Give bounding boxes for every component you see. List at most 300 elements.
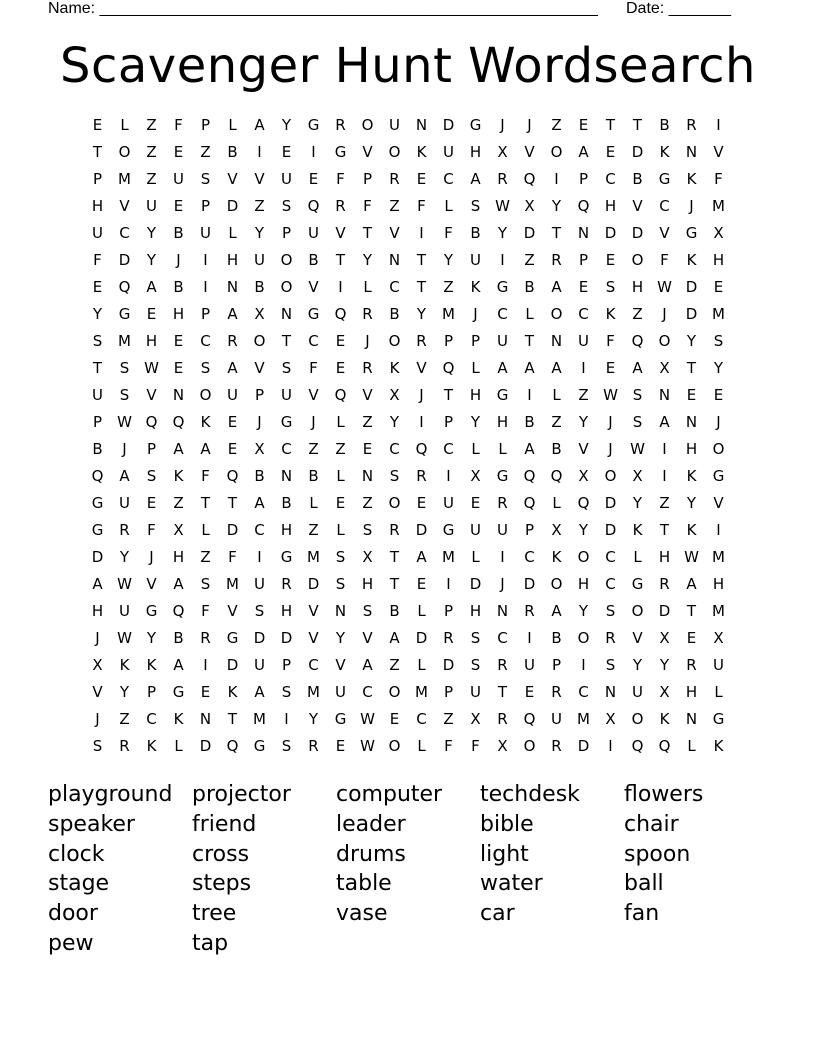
grid-letter[interactable]: A — [146, 278, 157, 296]
grid-letter[interactable]: A — [227, 359, 238, 377]
grid-letter[interactable]: A — [416, 548, 427, 566]
grid-letter[interactable]: V — [632, 629, 643, 647]
grid-letter[interactable]: B — [389, 602, 400, 620]
grid-letter[interactable]: V — [335, 656, 346, 674]
grid-letter[interactable]: D — [631, 224, 644, 242]
grid-letter[interactable]: M — [712, 548, 725, 566]
grid-letter[interactable]: H — [226, 251, 239, 269]
grid-letter[interactable]: H — [712, 251, 725, 269]
grid-letter[interactable]: Z — [551, 413, 562, 431]
grid-letter[interactable]: L — [552, 494, 561, 512]
grid-letter[interactable]: H — [280, 521, 293, 539]
grid-letter[interactable]: Y — [119, 683, 130, 701]
grid-letter[interactable]: R — [200, 629, 211, 647]
grid-letter[interactable]: R — [308, 737, 319, 755]
grid-letter[interactable]: A — [173, 575, 184, 593]
grid-letter[interactable]: R — [362, 305, 373, 323]
grid-letter[interactable]: K — [416, 143, 427, 161]
grid-letter[interactable]: T — [686, 359, 697, 377]
grid-letter[interactable]: Z — [362, 494, 373, 512]
grid-letter[interactable]: X — [578, 467, 589, 485]
grid-letter[interactable]: Q — [523, 710, 536, 728]
grid-letter[interactable]: X — [173, 521, 184, 539]
grid-letter[interactable]: G — [442, 521, 455, 539]
grid-letter[interactable]: B — [308, 467, 319, 485]
grid-letter[interactable]: K — [470, 278, 481, 296]
grid-letter[interactable]: S — [605, 656, 616, 674]
grid-letter[interactable]: X — [254, 305, 265, 323]
grid-letter[interactable]: G — [334, 710, 347, 728]
grid-letter[interactable]: U — [470, 251, 481, 269]
grid-letter[interactable]: C — [416, 710, 427, 728]
grid-letter[interactable]: E — [227, 413, 238, 431]
grid-letter[interactable]: F — [363, 197, 372, 215]
grid-letter[interactable]: P — [200, 197, 211, 215]
grid-letter[interactable]: G — [280, 548, 293, 566]
grid-letter[interactable]: V — [335, 224, 346, 242]
grid-letter[interactable]: E — [416, 575, 427, 593]
grid-letter[interactable]: X — [659, 629, 670, 647]
grid-letter[interactable]: C — [119, 224, 130, 242]
grid-letter[interactable]: E — [92, 116, 103, 134]
grid-letter[interactable]: E — [578, 278, 589, 296]
grid-letter[interactable]: U — [227, 386, 238, 404]
grid-letter[interactable]: O — [577, 629, 590, 647]
grid-letter[interactable]: K — [227, 683, 238, 701]
grid-letter[interactable]: H — [469, 386, 482, 404]
grid-letter[interactable]: T — [497, 683, 508, 701]
grid-letter[interactable]: D — [685, 305, 698, 323]
grid-letter[interactable]: U — [497, 332, 508, 350]
grid-letter[interactable]: X — [362, 548, 373, 566]
grid-letter[interactable]: W — [630, 440, 645, 458]
grid-letter[interactable]: G — [172, 683, 185, 701]
grid-letter[interactable]: A — [92, 575, 103, 593]
grid-letter[interactable]: S — [362, 521, 373, 539]
grid-letter[interactable]: D — [604, 521, 617, 539]
grid-letter[interactable]: S — [119, 359, 130, 377]
grid-letter[interactable]: D — [523, 575, 536, 593]
grid-letter[interactable]: J — [608, 440, 613, 458]
grid-letter[interactable]: L — [471, 359, 480, 377]
grid-letter[interactable]: D — [280, 629, 293, 647]
grid-letter[interactable]: D — [226, 197, 239, 215]
grid-letter[interactable]: E — [605, 251, 616, 269]
grid-letter[interactable]: U — [443, 494, 454, 512]
grid-letter[interactable]: M — [415, 683, 428, 701]
grid-letter[interactable]: D — [442, 656, 455, 674]
grid-letter[interactable]: N — [280, 305, 293, 323]
grid-letter[interactable]: U — [389, 116, 400, 134]
grid-letter[interactable]: T — [416, 251, 427, 269]
grid-letter[interactable]: J — [257, 413, 262, 431]
grid-letter[interactable]: O — [658, 332, 671, 350]
grid-letter[interactable]: D — [91, 548, 104, 566]
grid-letter[interactable]: D — [577, 737, 590, 755]
grid-letter[interactable]: T — [281, 332, 292, 350]
grid-letter[interactable]: U — [254, 656, 265, 674]
grid-letter[interactable]: N — [604, 683, 617, 701]
grid-letter[interactable]: U — [308, 224, 319, 242]
grid-letter[interactable]: W — [360, 737, 375, 755]
grid-letter[interactable]: G — [496, 386, 509, 404]
grid-letter[interactable]: E — [686, 386, 697, 404]
grid-letter[interactable]: G — [469, 116, 482, 134]
grid-letter[interactable]: P — [578, 170, 589, 188]
grid-letter[interactable]: Y — [686, 494, 697, 512]
grid-letter[interactable]: I — [257, 548, 262, 566]
grid-letter[interactable]: Z — [524, 251, 535, 269]
grid-letter[interactable]: O — [253, 332, 266, 350]
grid-letter[interactable]: Y — [281, 116, 292, 134]
grid-letter[interactable]: H — [280, 602, 293, 620]
grid-letter[interactable]: H — [91, 197, 104, 215]
grid-letter[interactable]: Y — [119, 548, 130, 566]
grid-letter[interactable]: G — [91, 521, 104, 539]
grid-letter[interactable]: Y — [632, 494, 643, 512]
grid-letter[interactable]: S — [605, 602, 616, 620]
grid-letter[interactable]: I — [446, 575, 451, 593]
grid-letter[interactable]: U — [335, 683, 346, 701]
grid-letter[interactable]: U — [119, 494, 130, 512]
grid-letter[interactable]: C — [578, 305, 589, 323]
grid-letter[interactable]: Z — [389, 197, 400, 215]
grid-letter[interactable]: Y — [335, 629, 346, 647]
grid-letter[interactable]: H — [91, 602, 104, 620]
grid-letter[interactable]: Y — [362, 251, 373, 269]
grid-letter[interactable]: C — [497, 629, 508, 647]
grid-letter[interactable]: M — [253, 710, 266, 728]
grid-letter[interactable]: K — [146, 737, 157, 755]
grid-letter[interactable]: V — [308, 629, 319, 647]
grid-letter[interactable]: Q — [415, 440, 428, 458]
grid-letter[interactable]: J — [500, 575, 505, 593]
grid-letter[interactable]: S — [632, 413, 643, 431]
grid-letter[interactable]: R — [497, 656, 508, 674]
grid-letter[interactable]: U — [173, 170, 184, 188]
grid-letter[interactable]: L — [552, 386, 561, 404]
grid-letter[interactable]: Q — [442, 359, 455, 377]
grid-letter[interactable]: N — [685, 143, 698, 161]
grid-letter[interactable]: O — [550, 575, 563, 593]
grid-letter[interactable]: M — [712, 602, 725, 620]
grid-letter[interactable]: O — [280, 251, 293, 269]
grid-letter[interactable]: O — [550, 143, 563, 161]
grid-letter[interactable]: H — [172, 305, 185, 323]
grid-letter[interactable]: L — [174, 737, 183, 755]
grid-letter[interactable]: D — [253, 629, 266, 647]
grid-letter[interactable]: Z — [443, 278, 454, 296]
grid-letter[interactable]: K — [173, 710, 184, 728]
grid-letter[interactable]: N — [199, 710, 212, 728]
grid-letter[interactable]: X — [659, 359, 670, 377]
grid-letter[interactable]: E — [713, 278, 724, 296]
grid-letter[interactable]: Y — [389, 413, 400, 431]
grid-letter[interactable]: M — [712, 197, 725, 215]
grid-letter[interactable]: I — [716, 521, 721, 539]
grid-letter[interactable]: K — [173, 467, 184, 485]
grid-letter[interactable]: I — [527, 629, 532, 647]
grid-letter[interactable]: R — [497, 170, 508, 188]
grid-letter[interactable]: V — [659, 224, 670, 242]
grid-letter[interactable]: P — [146, 440, 157, 458]
grid-letter[interactable]: E — [173, 332, 184, 350]
grid-letter[interactable]: U — [470, 683, 481, 701]
grid-letter[interactable]: V — [362, 143, 373, 161]
grid-letter[interactable]: S — [254, 602, 265, 620]
grid-letter[interactable]: T — [227, 494, 238, 512]
grid-letter[interactable]: K — [632, 521, 643, 539]
grid-letter[interactable]: L — [498, 440, 507, 458]
grid-letter[interactable]: A — [551, 602, 562, 620]
grid-letter[interactable]: U — [254, 575, 265, 593]
grid-letter[interactable]: F — [444, 224, 453, 242]
grid-letter[interactable]: O — [577, 548, 590, 566]
grid-letter[interactable]: M — [307, 548, 320, 566]
grid-letter[interactable]: T — [200, 494, 211, 512]
grid-letter[interactable]: Z — [578, 386, 589, 404]
grid-letter[interactable]: P — [92, 413, 103, 431]
grid-letter[interactable]: E — [173, 143, 184, 161]
grid-letter[interactable]: A — [659, 413, 670, 431]
grid-letter[interactable]: Z — [659, 494, 670, 512]
grid-letter[interactable]: S — [281, 359, 292, 377]
grid-letter[interactable]: D — [604, 224, 617, 242]
grid-letter[interactable]: K — [713, 737, 724, 755]
grid-letter[interactable]: B — [173, 629, 184, 647]
grid-letter[interactable]: S — [281, 197, 292, 215]
grid-letter[interactable]: Y — [254, 224, 265, 242]
grid-letter[interactable]: V — [119, 197, 130, 215]
grid-letter[interactable]: D — [631, 143, 644, 161]
grid-letter[interactable]: W — [684, 548, 699, 566]
grid-letter[interactable]: E — [686, 629, 697, 647]
grid-letter[interactable]: R — [389, 170, 400, 188]
grid-letter[interactable]: U — [281, 170, 292, 188]
grid-letter[interactable]: T — [443, 386, 454, 404]
grid-letter[interactable]: S — [632, 386, 643, 404]
grid-letter[interactable]: I — [311, 143, 316, 161]
grid-letter[interactable]: N — [280, 467, 293, 485]
grid-letter[interactable]: Q — [118, 278, 131, 296]
grid-letter[interactable]: B — [254, 278, 265, 296]
grid-letter[interactable]: S — [281, 737, 292, 755]
grid-letter[interactable]: Q — [334, 386, 347, 404]
grid-letter[interactable]: H — [712, 575, 725, 593]
grid-letter[interactable]: B — [551, 440, 562, 458]
grid-letter[interactable]: E — [605, 359, 616, 377]
grid-letter[interactable]: Q — [307, 197, 320, 215]
grid-letter[interactable]: D — [118, 251, 131, 269]
grid-letter[interactable]: D — [199, 737, 212, 755]
grid-letter[interactable]: Y — [578, 602, 589, 620]
grid-letter[interactable]: P — [524, 521, 535, 539]
grid-letter[interactable]: H — [685, 440, 698, 458]
grid-letter[interactable]: R — [551, 737, 562, 755]
grid-letter[interactable]: T — [389, 575, 400, 593]
grid-letter[interactable]: U — [470, 521, 481, 539]
grid-letter[interactable]: A — [254, 494, 265, 512]
grid-letter[interactable]: V — [254, 170, 265, 188]
grid-letter[interactable]: K — [659, 143, 670, 161]
grid-letter[interactable]: E — [200, 683, 211, 701]
grid-letter[interactable]: K — [686, 467, 697, 485]
grid-letter[interactable]: V — [524, 143, 535, 161]
grid-letter[interactable]: W — [144, 359, 159, 377]
grid-letter[interactable]: T — [335, 251, 346, 269]
grid-letter[interactable]: L — [471, 548, 480, 566]
grid-letter[interactable]: A — [551, 278, 562, 296]
grid-letter[interactable]: T — [227, 710, 238, 728]
grid-letter[interactable]: A — [389, 629, 400, 647]
grid-letter[interactable]: R — [362, 359, 373, 377]
grid-letter[interactable]: E — [416, 494, 427, 512]
grid-letter[interactable]: Z — [200, 143, 211, 161]
grid-letter[interactable]: U — [146, 197, 157, 215]
grid-letter[interactable]: L — [633, 548, 642, 566]
grid-letter[interactable]: Y — [497, 224, 508, 242]
grid-letter[interactable]: Z — [200, 548, 211, 566]
grid-letter[interactable]: A — [497, 359, 508, 377]
grid-letter[interactable]: Z — [173, 494, 184, 512]
grid-letter[interactable]: R — [416, 467, 427, 485]
grid-letter[interactable]: T — [632, 116, 643, 134]
grid-letter[interactable]: J — [662, 305, 667, 323]
grid-letter[interactable]: I — [338, 278, 343, 296]
grid-letter[interactable]: A — [524, 440, 535, 458]
grid-letter[interactable]: F — [174, 116, 183, 134]
grid-letter[interactable]: C — [497, 305, 508, 323]
grid-letter[interactable]: H — [361, 575, 374, 593]
grid-letter[interactable]: F — [606, 332, 615, 350]
grid-letter[interactable]: N — [496, 602, 509, 620]
grid-letter[interactable]: M — [712, 305, 725, 323]
grid-letter[interactable]: T — [686, 602, 697, 620]
grid-letter[interactable]: I — [500, 251, 505, 269]
grid-letter[interactable]: E — [173, 197, 184, 215]
grid-letter[interactable]: B — [227, 143, 238, 161]
grid-letter[interactable]: F — [309, 359, 318, 377]
grid-letter[interactable]: P — [146, 683, 157, 701]
grid-letter[interactable]: W — [657, 278, 672, 296]
grid-letter[interactable]: Y — [632, 656, 643, 674]
grid-letter[interactable]: I — [446, 467, 451, 485]
grid-letter[interactable]: S — [713, 332, 724, 350]
grid-letter[interactable]: L — [336, 413, 345, 431]
grid-letter[interactable]: T — [416, 278, 427, 296]
grid-letter[interactable]: O — [712, 440, 725, 458]
grid-letter[interactable]: Y — [470, 413, 481, 431]
grid-letter[interactable]: M — [118, 332, 131, 350]
grid-letter[interactable]: G — [685, 224, 698, 242]
grid-letter[interactable]: C — [443, 170, 454, 188]
grid-letter[interactable]: G — [307, 116, 320, 134]
grid-letter[interactable]: Q — [658, 737, 671, 755]
grid-letter[interactable]: C — [200, 332, 211, 350]
grid-letter[interactable]: Z — [308, 440, 319, 458]
grid-letter[interactable]: J — [122, 440, 127, 458]
grid-letter[interactable]: O — [118, 143, 131, 161]
grid-letter[interactable]: Y — [308, 710, 319, 728]
grid-letter[interactable]: S — [92, 332, 103, 350]
grid-letter[interactable]: Z — [146, 170, 157, 188]
grid-letter[interactable]: W — [603, 386, 618, 404]
grid-letter[interactable]: O — [550, 305, 563, 323]
grid-letter[interactable]: G — [631, 575, 644, 593]
grid-letter[interactable]: B — [524, 278, 535, 296]
grid-letter[interactable]: Q — [172, 413, 185, 431]
grid-letter[interactable]: R — [119, 737, 130, 755]
grid-letter[interactable]: S — [200, 359, 211, 377]
grid-letter[interactable]: B — [389, 305, 400, 323]
grid-letter[interactable]: V — [254, 359, 265, 377]
grid-letter[interactable]: F — [660, 251, 669, 269]
grid-letter[interactable]: X — [632, 467, 643, 485]
grid-letter[interactable]: C — [308, 332, 319, 350]
grid-letter[interactable]: P — [200, 116, 211, 134]
grid-letter[interactable]: U — [578, 332, 589, 350]
grid-letter[interactable]: S — [470, 629, 481, 647]
grid-letter[interactable]: F — [444, 737, 453, 755]
grid-letter[interactable]: G — [334, 143, 347, 161]
grid-letter[interactable]: R — [605, 629, 616, 647]
grid-letter[interactable]: F — [201, 602, 210, 620]
grid-letter[interactable]: S — [362, 602, 373, 620]
grid-letter[interactable]: E — [173, 359, 184, 377]
grid-letter[interactable]: B — [524, 413, 535, 431]
grid-letter[interactable]: R — [686, 116, 697, 134]
grid-letter[interactable]: E — [146, 305, 157, 323]
grid-letter[interactable]: C — [524, 548, 535, 566]
grid-letter[interactable]: C — [578, 683, 589, 701]
grid-letter[interactable]: H — [469, 143, 482, 161]
grid-letter[interactable]: I — [203, 656, 208, 674]
grid-letter[interactable]: L — [417, 656, 426, 674]
grid-letter[interactable]: A — [551, 359, 562, 377]
grid-letter[interactable]: X — [92, 656, 103, 674]
grid-letter[interactable]: S — [146, 467, 157, 485]
grid-letter[interactable]: N — [658, 386, 671, 404]
grid-letter[interactable]: W — [117, 575, 132, 593]
grid-letter[interactable]: U — [497, 521, 508, 539]
grid-letter[interactable]: B — [470, 224, 481, 242]
grid-letter[interactable]: Z — [146, 143, 157, 161]
grid-letter[interactable]: M — [577, 710, 590, 728]
grid-letter[interactable]: S — [200, 170, 211, 188]
grid-letter[interactable]: I — [662, 467, 667, 485]
grid-letter[interactable]: Q — [577, 494, 590, 512]
grid-letter[interactable]: V — [578, 440, 589, 458]
grid-letter[interactable]: E — [335, 737, 346, 755]
grid-letter[interactable]: C — [605, 548, 616, 566]
grid-letter[interactable]: A — [578, 143, 589, 161]
grid-letter[interactable]: X — [659, 683, 670, 701]
grid-letter[interactable]: A — [470, 170, 481, 188]
grid-letter[interactable]: P — [443, 602, 454, 620]
grid-letter[interactable]: G — [91, 494, 104, 512]
grid-letter[interactable]: R — [551, 251, 562, 269]
grid-letter[interactable]: I — [527, 386, 532, 404]
grid-letter[interactable]: E — [281, 143, 292, 161]
grid-letter[interactable]: A — [173, 440, 184, 458]
grid-letter[interactable]: X — [497, 143, 508, 161]
grid-letter[interactable]: B — [281, 494, 292, 512]
grid-letter[interactable]: O — [631, 710, 644, 728]
grid-letter[interactable]: E — [227, 440, 238, 458]
grid-letter[interactable]: O — [388, 143, 401, 161]
grid-letter[interactable]: Q — [577, 197, 590, 215]
grid-letter[interactable]: R — [335, 197, 346, 215]
